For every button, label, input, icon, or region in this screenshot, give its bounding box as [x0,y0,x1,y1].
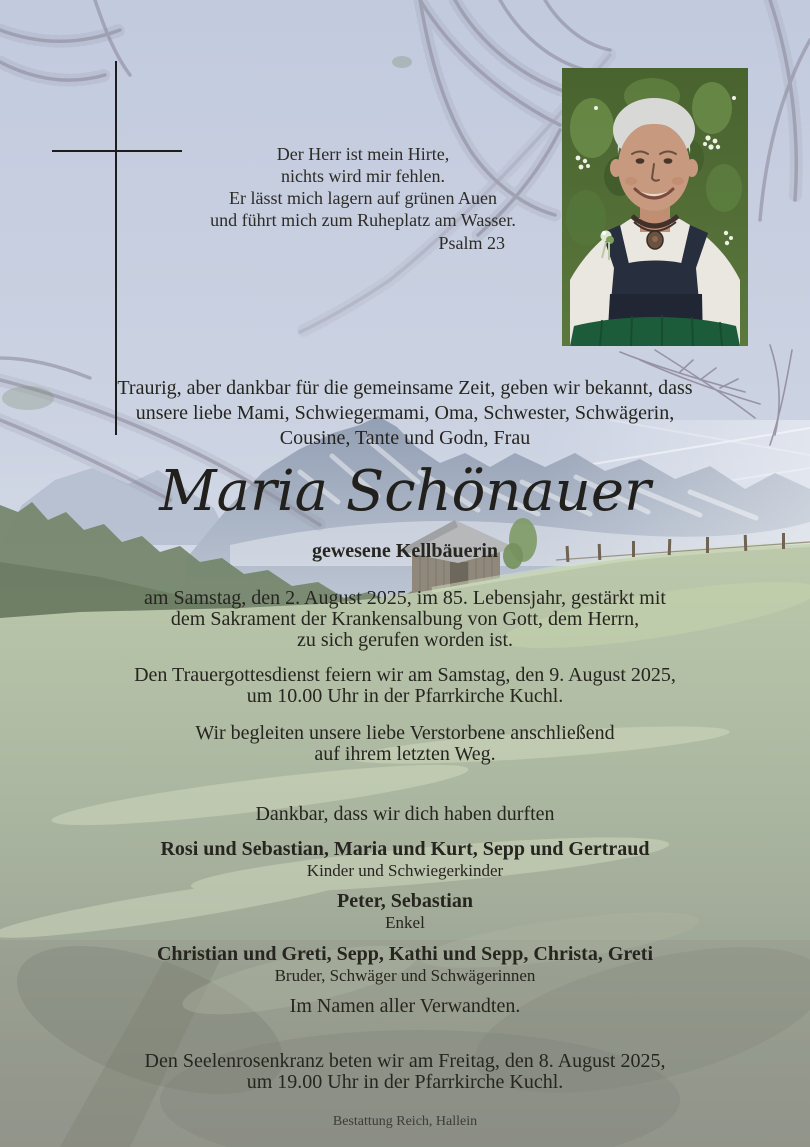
memorial-cross-horizontal [52,150,182,152]
closing-line: Im Namen aller Verwandten. [289,995,521,1017]
deceased-subtitle: gewesene Kellbäuerin [311,540,499,562]
announcement-line: Cousine, Tante und Godn, Frau [279,427,531,449]
procession-line: auf ihrem letzten Weg. [314,743,496,765]
funeral-home-credit: Bestattung Reich, Hallein [332,1114,478,1129]
funeral-info-line: Den Trauergottesdienst feiern wir am Samstag, den 9. August 2025, [134,664,676,686]
psalm-line: und führt mich zum Ruheplatz am Wasser. [210,210,516,230]
gratitude-line: Dankbar, dass wir dich haben durften [255,803,555,825]
rosary-line: um 19.00 Uhr in der Pfarrkirche Kuchl. [246,1071,564,1093]
funeral-info-line: um 10.00 Uhr in der Pfarrkirche Kuchl. [246,685,564,707]
mourners-names: Rosi und Sebastian, Maria und Kurt, Sepp und Gertraud [160,838,650,860]
announcement-line: unsere liebe Mami, Schwiegermami, Oma, Schwester, Schwägerin, [135,402,675,424]
death-info-line: am Samstag, den 2. August 2025, im 85. Lebensjahr, gestärkt mit [144,587,666,609]
psalm-line: Er lässt mich lagern auf grünen Auen [229,188,497,208]
psalm-quote [203,143,523,254]
mourners-names: Peter, Sebastian [337,890,473,912]
funeral-service-info [0,665,810,707]
death-info [0,588,810,651]
mourners-relation: Bruder, Schwäger und Schwägerinnen [274,966,536,985]
deceased-name: Maria Schönauer [159,459,651,524]
death-info-line: dem Sakrament der Krankensalbung von Gott, dem Herrn, [170,608,640,630]
portrait-photo [562,68,748,346]
rosary-info [0,1051,810,1093]
mourners-relation: Enkel [385,913,425,932]
psalm-line: Der Herr ist mein Hirte, [276,144,450,164]
mourners-names: Christian und Greti, Sepp, Kathi und Sepp, Christa, Greti [156,943,654,965]
death-info-line: zu sich gerufen worden ist. [296,629,514,651]
procession-info [0,723,810,765]
rosary-line: Den Seelenrosenkranz beten wir am Freitag, den 8. August 2025, [144,1050,666,1072]
procession-line: Wir begleiten unsere liebe Verstorbene anschließend [195,722,615,744]
psalm-line: nichts wird mir fehlen. [281,166,445,186]
announcement-text [0,376,810,451]
psalm-attribution: Psalm 23 [438,233,505,253]
announcement-line: Traurig, aber dankbar für die gemeinsame Zeit, geben wir bekannt, dass [117,377,693,399]
mourners-relation: Kinder und Schwiegerkinder [306,861,504,880]
